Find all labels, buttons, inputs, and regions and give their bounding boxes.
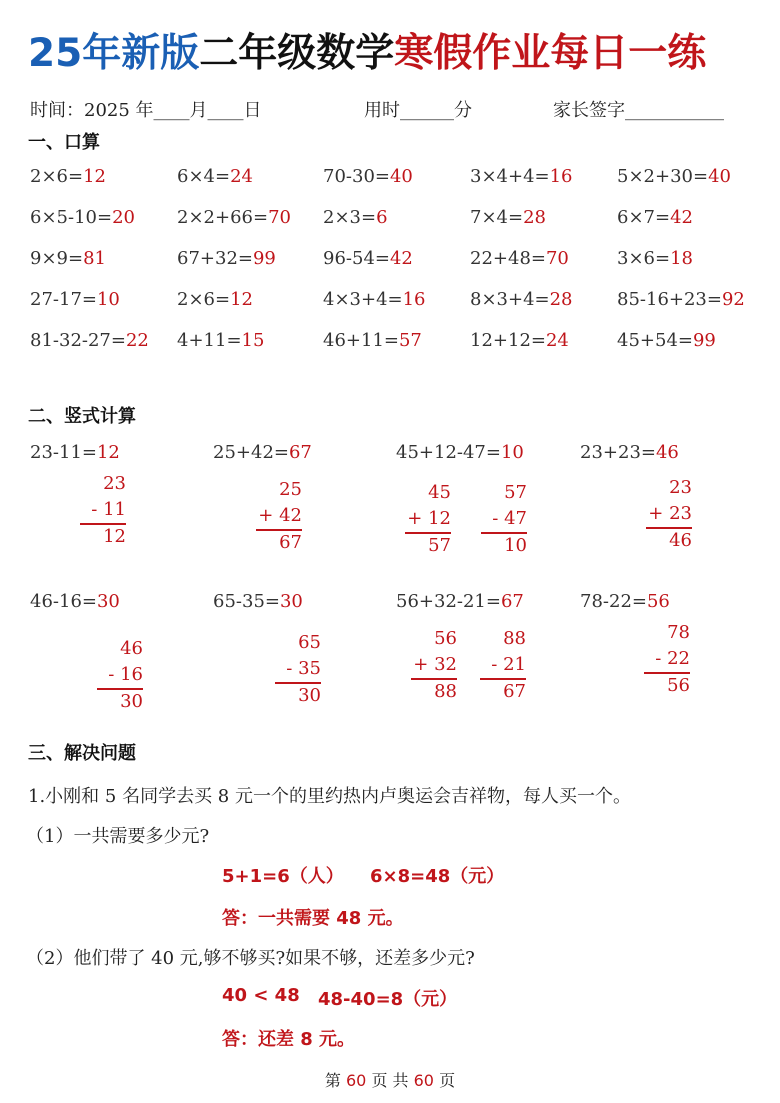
vertical-result: 57 xyxy=(428,535,451,556)
vertical-question: 46-16= xyxy=(30,591,97,612)
footer-middle: 页 共 xyxy=(366,1071,414,1090)
vertical-equation xyxy=(213,591,303,612)
oral-answer: 70 xyxy=(268,207,291,228)
vertical-result: 56 xyxy=(667,675,690,696)
section-vertical-heading: 二、竖式计算 xyxy=(28,406,136,427)
oral-question: 6×4= xyxy=(177,166,231,187)
title-part-daily: 寒假作业每日一练 xyxy=(394,31,707,76)
vertical-divider-line xyxy=(411,678,457,680)
oral-answer: 40 xyxy=(389,166,413,187)
vertical-operand: + 12 xyxy=(407,508,451,529)
word-problem-text: 1.小刚和 5 名同学去买 8 元一个的里约热内卢奥运会吉祥物，每人买一个。 xyxy=(28,786,631,807)
vertical-answer: 67 xyxy=(500,591,524,612)
oral-question: 8×3+4= xyxy=(470,289,550,310)
oral-answer: 22 xyxy=(125,330,149,351)
oral-question: 2×6= xyxy=(30,166,84,187)
oral-question: 46+11= xyxy=(323,330,399,351)
vertical-divider-line xyxy=(256,529,302,531)
oral-item xyxy=(177,207,291,228)
vertical-equation xyxy=(580,591,670,612)
question-2: （2）他们带了 40 元,够不够买?如果不够，还差多少元? xyxy=(26,948,475,969)
title-part-year: 25年新版 xyxy=(28,31,200,76)
vertical-top-number: 46 xyxy=(120,638,143,659)
vertical-operand: + 32 xyxy=(413,654,457,675)
vertical-result: 46 xyxy=(669,530,692,551)
vertical-operand: + 42 xyxy=(258,505,302,526)
vertical-equation xyxy=(396,591,524,612)
vertical-operand: - 22 xyxy=(655,648,690,669)
oral-answer: 24 xyxy=(230,166,253,187)
vertical-divider-line xyxy=(480,678,526,680)
vertical-top-number: 88 xyxy=(503,628,526,649)
vertical-top-number: 57 xyxy=(504,482,527,503)
oral-answer: 99 xyxy=(692,330,716,351)
vertical-divider-line xyxy=(481,532,527,534)
vertical-top-number: 78 xyxy=(667,622,690,643)
oral-item xyxy=(30,207,135,228)
oral-question: 67+32= xyxy=(177,248,253,269)
oral-item xyxy=(323,330,422,351)
oral-answer: 70 xyxy=(545,248,569,269)
oral-answer: 42 xyxy=(670,207,693,228)
vertical-top-number: 23 xyxy=(669,477,692,498)
oral-item xyxy=(30,289,120,310)
vertical-top-number: 56 xyxy=(434,628,457,649)
vertical-question: 45+12-47= xyxy=(396,442,501,463)
oral-item xyxy=(177,248,276,269)
vertical-question: 23-11= xyxy=(30,442,97,463)
vertical-divider-line xyxy=(646,527,692,529)
q2-work-difference: 48-40=8（元） xyxy=(318,989,458,1010)
vertical-answer: 30 xyxy=(96,591,120,612)
vertical-equation xyxy=(396,442,524,463)
footer-prefix: 第 xyxy=(324,1071,346,1090)
vertical-operand: - 21 xyxy=(491,654,526,675)
oral-question: 2×6= xyxy=(177,289,231,310)
oral-question: 2×2+66= xyxy=(177,207,269,228)
oral-item xyxy=(30,248,106,269)
vertical-answer: 46 xyxy=(655,442,679,463)
vertical-operand: - 47 xyxy=(492,508,527,529)
page-footer xyxy=(0,1068,780,1091)
oral-item xyxy=(30,330,149,351)
q1-work-people: 5+1=6（人） xyxy=(222,866,344,887)
parent-signature-field: 家长签字___________ xyxy=(553,100,724,121)
oral-question: 81-32-27= xyxy=(30,330,126,351)
time-field: 时间：2025 年____月____日 xyxy=(30,100,262,121)
oral-question: 9×9= xyxy=(30,248,84,269)
vertical-operand: - 11 xyxy=(91,499,126,520)
vertical-equation xyxy=(30,591,120,612)
oral-answer: 10 xyxy=(96,289,120,310)
oral-question: 3×4+4= xyxy=(470,166,550,187)
oral-item xyxy=(30,166,106,187)
oral-item xyxy=(323,248,413,269)
oral-question: 70-30= xyxy=(323,166,390,187)
vertical-answer: 56 xyxy=(646,591,670,612)
oral-question: 6×5-10= xyxy=(30,207,113,228)
oral-question: 3×6= xyxy=(617,248,671,269)
oral-item xyxy=(470,289,573,310)
oral-answer: 28 xyxy=(549,289,573,310)
oral-answer: 15 xyxy=(241,330,265,351)
vertical-equation xyxy=(213,442,312,463)
oral-question: 5×2+30= xyxy=(617,166,709,187)
q1-work-cost: 6×8=48（元） xyxy=(370,866,505,887)
vertical-operand: - 16 xyxy=(108,664,143,685)
vertical-operand: + 23 xyxy=(648,503,692,524)
oral-answer: 57 xyxy=(398,330,422,351)
oral-item xyxy=(470,330,569,351)
oral-item xyxy=(177,330,264,351)
vertical-question: 23+23= xyxy=(580,442,656,463)
oral-item xyxy=(470,248,569,269)
vertical-result: 10 xyxy=(504,535,527,556)
oral-answer: 16 xyxy=(402,289,426,310)
oral-answer: 16 xyxy=(549,166,573,187)
oral-question: 27-17= xyxy=(30,289,97,310)
oral-item xyxy=(323,166,413,187)
oral-item xyxy=(177,166,253,187)
vertical-answer: 30 xyxy=(279,591,303,612)
oral-item xyxy=(323,207,388,228)
section-problem-heading: 三、解决问题 xyxy=(28,743,136,764)
vertical-top-number: 65 xyxy=(298,632,321,653)
q1-answer: 答：一共需要 48 元。 xyxy=(222,908,404,929)
vertical-divider-line xyxy=(275,682,321,684)
vertical-result: 67 xyxy=(279,532,302,553)
oral-answer: 81 xyxy=(83,248,106,269)
section-oral-heading: 一、口算 xyxy=(28,132,100,153)
oral-answer: 6 xyxy=(376,207,388,228)
vertical-top-number: 45 xyxy=(428,482,451,503)
question-1: （1）一共需要多少元? xyxy=(26,826,210,847)
oral-item xyxy=(617,248,693,269)
oral-answer: 92 xyxy=(721,289,745,310)
oral-question: 22+48= xyxy=(470,248,546,269)
oral-answer: 28 xyxy=(523,207,546,228)
vertical-top-number: 23 xyxy=(103,473,126,494)
vertical-answer: 12 xyxy=(96,442,120,463)
oral-question: 96-54= xyxy=(323,248,390,269)
vertical-result: 67 xyxy=(503,681,526,702)
oral-item xyxy=(617,207,693,228)
footer-page-number: 60 xyxy=(346,1071,367,1090)
q2-work-compare: 40 < 48 xyxy=(222,985,300,1006)
q2-answer: 答：还差 8 元。 xyxy=(222,1029,356,1050)
vertical-top-number: 25 xyxy=(279,479,302,500)
footer-suffix: 页 xyxy=(433,1071,456,1090)
oral-question: 2×3= xyxy=(323,207,377,228)
vertical-result: 30 xyxy=(298,685,321,706)
oral-question: 7×4= xyxy=(470,207,524,228)
vertical-divider-line xyxy=(405,532,451,534)
vertical-divider-line xyxy=(97,688,143,690)
oral-question: 4×3+4= xyxy=(323,289,403,310)
page-title xyxy=(28,22,706,78)
vertical-question: 65-35= xyxy=(213,591,280,612)
oral-item xyxy=(470,207,546,228)
oral-question: 85-16+23= xyxy=(617,289,722,310)
oral-answer: 42 xyxy=(389,248,413,269)
oral-question: 6×7= xyxy=(617,207,671,228)
vertical-question: 25+42= xyxy=(213,442,289,463)
oral-answer: 12 xyxy=(230,289,253,310)
vertical-answer: 67 xyxy=(288,442,312,463)
vertical-result: 30 xyxy=(120,691,143,712)
vertical-divider-line xyxy=(80,523,126,525)
vertical-question: 78-22= xyxy=(580,591,647,612)
footer-total-pages: 60 xyxy=(413,1071,434,1090)
oral-answer: 40 xyxy=(708,166,731,187)
vertical-answer: 10 xyxy=(500,442,524,463)
oral-item xyxy=(617,166,731,187)
oral-question: 4+11= xyxy=(177,330,242,351)
oral-answer: 24 xyxy=(545,330,569,351)
vertical-question: 56+32-21= xyxy=(396,591,501,612)
oral-item xyxy=(617,330,716,351)
vertical-operand: - 35 xyxy=(286,658,321,679)
oral-answer: 18 xyxy=(670,248,693,269)
oral-item xyxy=(177,289,253,310)
oral-answer: 20 xyxy=(112,207,135,228)
oral-item xyxy=(323,289,426,310)
oral-question: 12+12= xyxy=(470,330,546,351)
oral-item xyxy=(617,289,745,310)
title-part-grade: 二年级数学 xyxy=(199,31,395,76)
oral-answer: 99 xyxy=(252,248,276,269)
vertical-divider-line xyxy=(644,672,690,674)
vertical-equation xyxy=(30,442,120,463)
oral-item xyxy=(470,166,573,187)
oral-question: 45+54= xyxy=(617,330,693,351)
vertical-result: 12 xyxy=(103,526,126,547)
oral-answer: 12 xyxy=(83,166,106,187)
duration-field: 用时______分 xyxy=(364,100,472,121)
vertical-equation xyxy=(580,442,679,463)
vertical-result: 88 xyxy=(434,681,457,702)
